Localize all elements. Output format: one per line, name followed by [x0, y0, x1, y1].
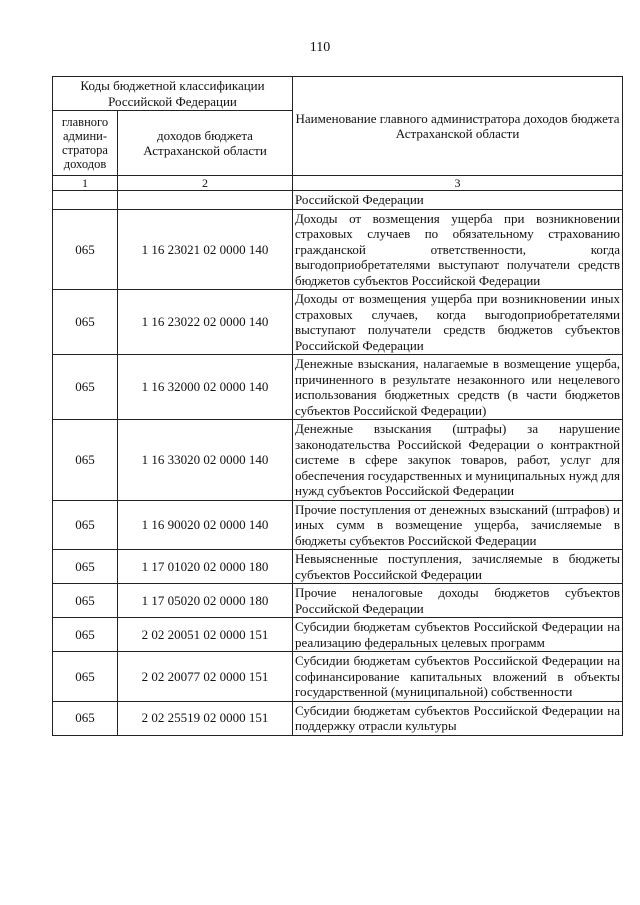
admin-code-cell: 065: [53, 355, 118, 420]
admin-code-cell: 065: [53, 550, 118, 584]
continuation-empty-2: [118, 191, 293, 210]
admin-code-cell: 065: [53, 420, 118, 501]
continuation-empty-1: [53, 191, 118, 210]
table-row: [53, 652, 623, 702]
revenue-name-cell: Субсидии бюджетам субъектов Российской Федерации на поддержку отрасли культуры: [293, 701, 623, 735]
revenue-name-cell: Невыясненные поступления, зачисляемые в бюджеты субъектов Российской Федерации: [293, 550, 623, 584]
table-row: [53, 420, 623, 501]
table-row: [53, 584, 623, 618]
revenue-name-cell: Доходы от возмещения ущерба при возникновении страховых случаев по обязательному страхованию гражданской ответственности, когда выгодоприобретателями выступают получатели средств бюджетов субъектов Российской Федерации: [293, 209, 623, 290]
admin-code-cell: 065: [53, 618, 118, 652]
revenue-code-cell: 1 16 33020 02 0000 140: [118, 420, 293, 501]
revenue-code-cell: 2 02 25519 02 0000 151: [118, 701, 293, 735]
continuation-text: Российской Федерации: [293, 191, 623, 210]
column-number-2: 2: [118, 176, 293, 191]
table-row: [53, 701, 623, 735]
column-number-3: 3: [293, 176, 623, 191]
revenue-code-cell: 1 16 23021 02 0000 140: [118, 209, 293, 290]
revenue-code-cell: 1 16 23022 02 0000 140: [118, 290, 293, 355]
revenue-name-cell: Прочие неналоговые доходы бюджетов субъектов Российской Федерации: [293, 584, 623, 618]
revenue-code-cell: 1 17 05020 02 0000 180: [118, 584, 293, 618]
admin-code-cell: 065: [53, 701, 118, 735]
revenue-name-cell: Денежные взыскания, налагаемые в возмещение ущерба, причиненного в результате незаконного или нецелевого использования бюджетных средств (в части бюджетов субъектов Российской Федерации): [293, 355, 623, 420]
table-row: [53, 355, 623, 420]
header-admin-name: Наименование главного администратора доходов бюджета Астраханской области: [293, 77, 623, 176]
table-row: [53, 290, 623, 355]
revenue-name-cell: Прочие поступления от денежных взысканий (штрафов) и иных сумм в возмещение ущерба, зачисляемые в бюджеты субъектов Российской Федерации: [293, 500, 623, 550]
admin-code-cell: 065: [53, 290, 118, 355]
continuation-row: [53, 191, 623, 210]
admin-code-cell: 065: [53, 652, 118, 702]
revenue-name-cell: Субсидии бюджетам субъектов Российской Федерации на софинансирование капитальных вложений в объекты государственной (муниципальной) собственности: [293, 652, 623, 702]
revenue-name-cell: Субсидии бюджетам субъектов Российской Федерации на реализацию федеральных целевых программ: [293, 618, 623, 652]
budget-classification-table: [52, 76, 623, 736]
header-row-group: [53, 77, 623, 111]
admin-code-cell: 065: [53, 584, 118, 618]
revenue-code-cell: 1 16 32000 02 0000 140: [118, 355, 293, 420]
revenue-code-cell: 2 02 20051 02 0000 151: [118, 618, 293, 652]
table-row: [53, 550, 623, 584]
table-row: [53, 500, 623, 550]
table-row: [53, 209, 623, 290]
revenue-code-cell: 1 17 01020 02 0000 180: [118, 550, 293, 584]
admin-code-cell: 065: [53, 209, 118, 290]
header-admin-code: главного админи-стратора доходов: [53, 111, 118, 176]
revenue-name-cell: Денежные взыскания (штрафы) за нарушение законодательства Российской Федерации о контрактной системе в сфере закупок товаров, работ, услуг для обеспечения государственных и муниципальных нужд для нужд субъектов Российской Федерации: [293, 420, 623, 501]
header-row-numbers: [53, 176, 623, 191]
header-revenue-code: доходов бюджета Астраханской области: [118, 111, 293, 176]
page-number: 110: [309, 40, 331, 55]
revenue-code-cell: 2 02 20077 02 0000 151: [118, 652, 293, 702]
table-row: [53, 618, 623, 652]
column-number-1: 1: [53, 176, 118, 191]
header-group-codes: Коды бюджетной классификации Российской Федерации: [53, 77, 293, 111]
admin-code-cell: 065: [53, 500, 118, 550]
revenue-name-cell: Доходы от возмещения ущерба при возникновении иных страховых случаев, когда выгодоприобретателями выступают получатели средств бюджетов субъектов Российской Федерации: [293, 290, 623, 355]
revenue-code-cell: 1 16 90020 02 0000 140: [118, 500, 293, 550]
